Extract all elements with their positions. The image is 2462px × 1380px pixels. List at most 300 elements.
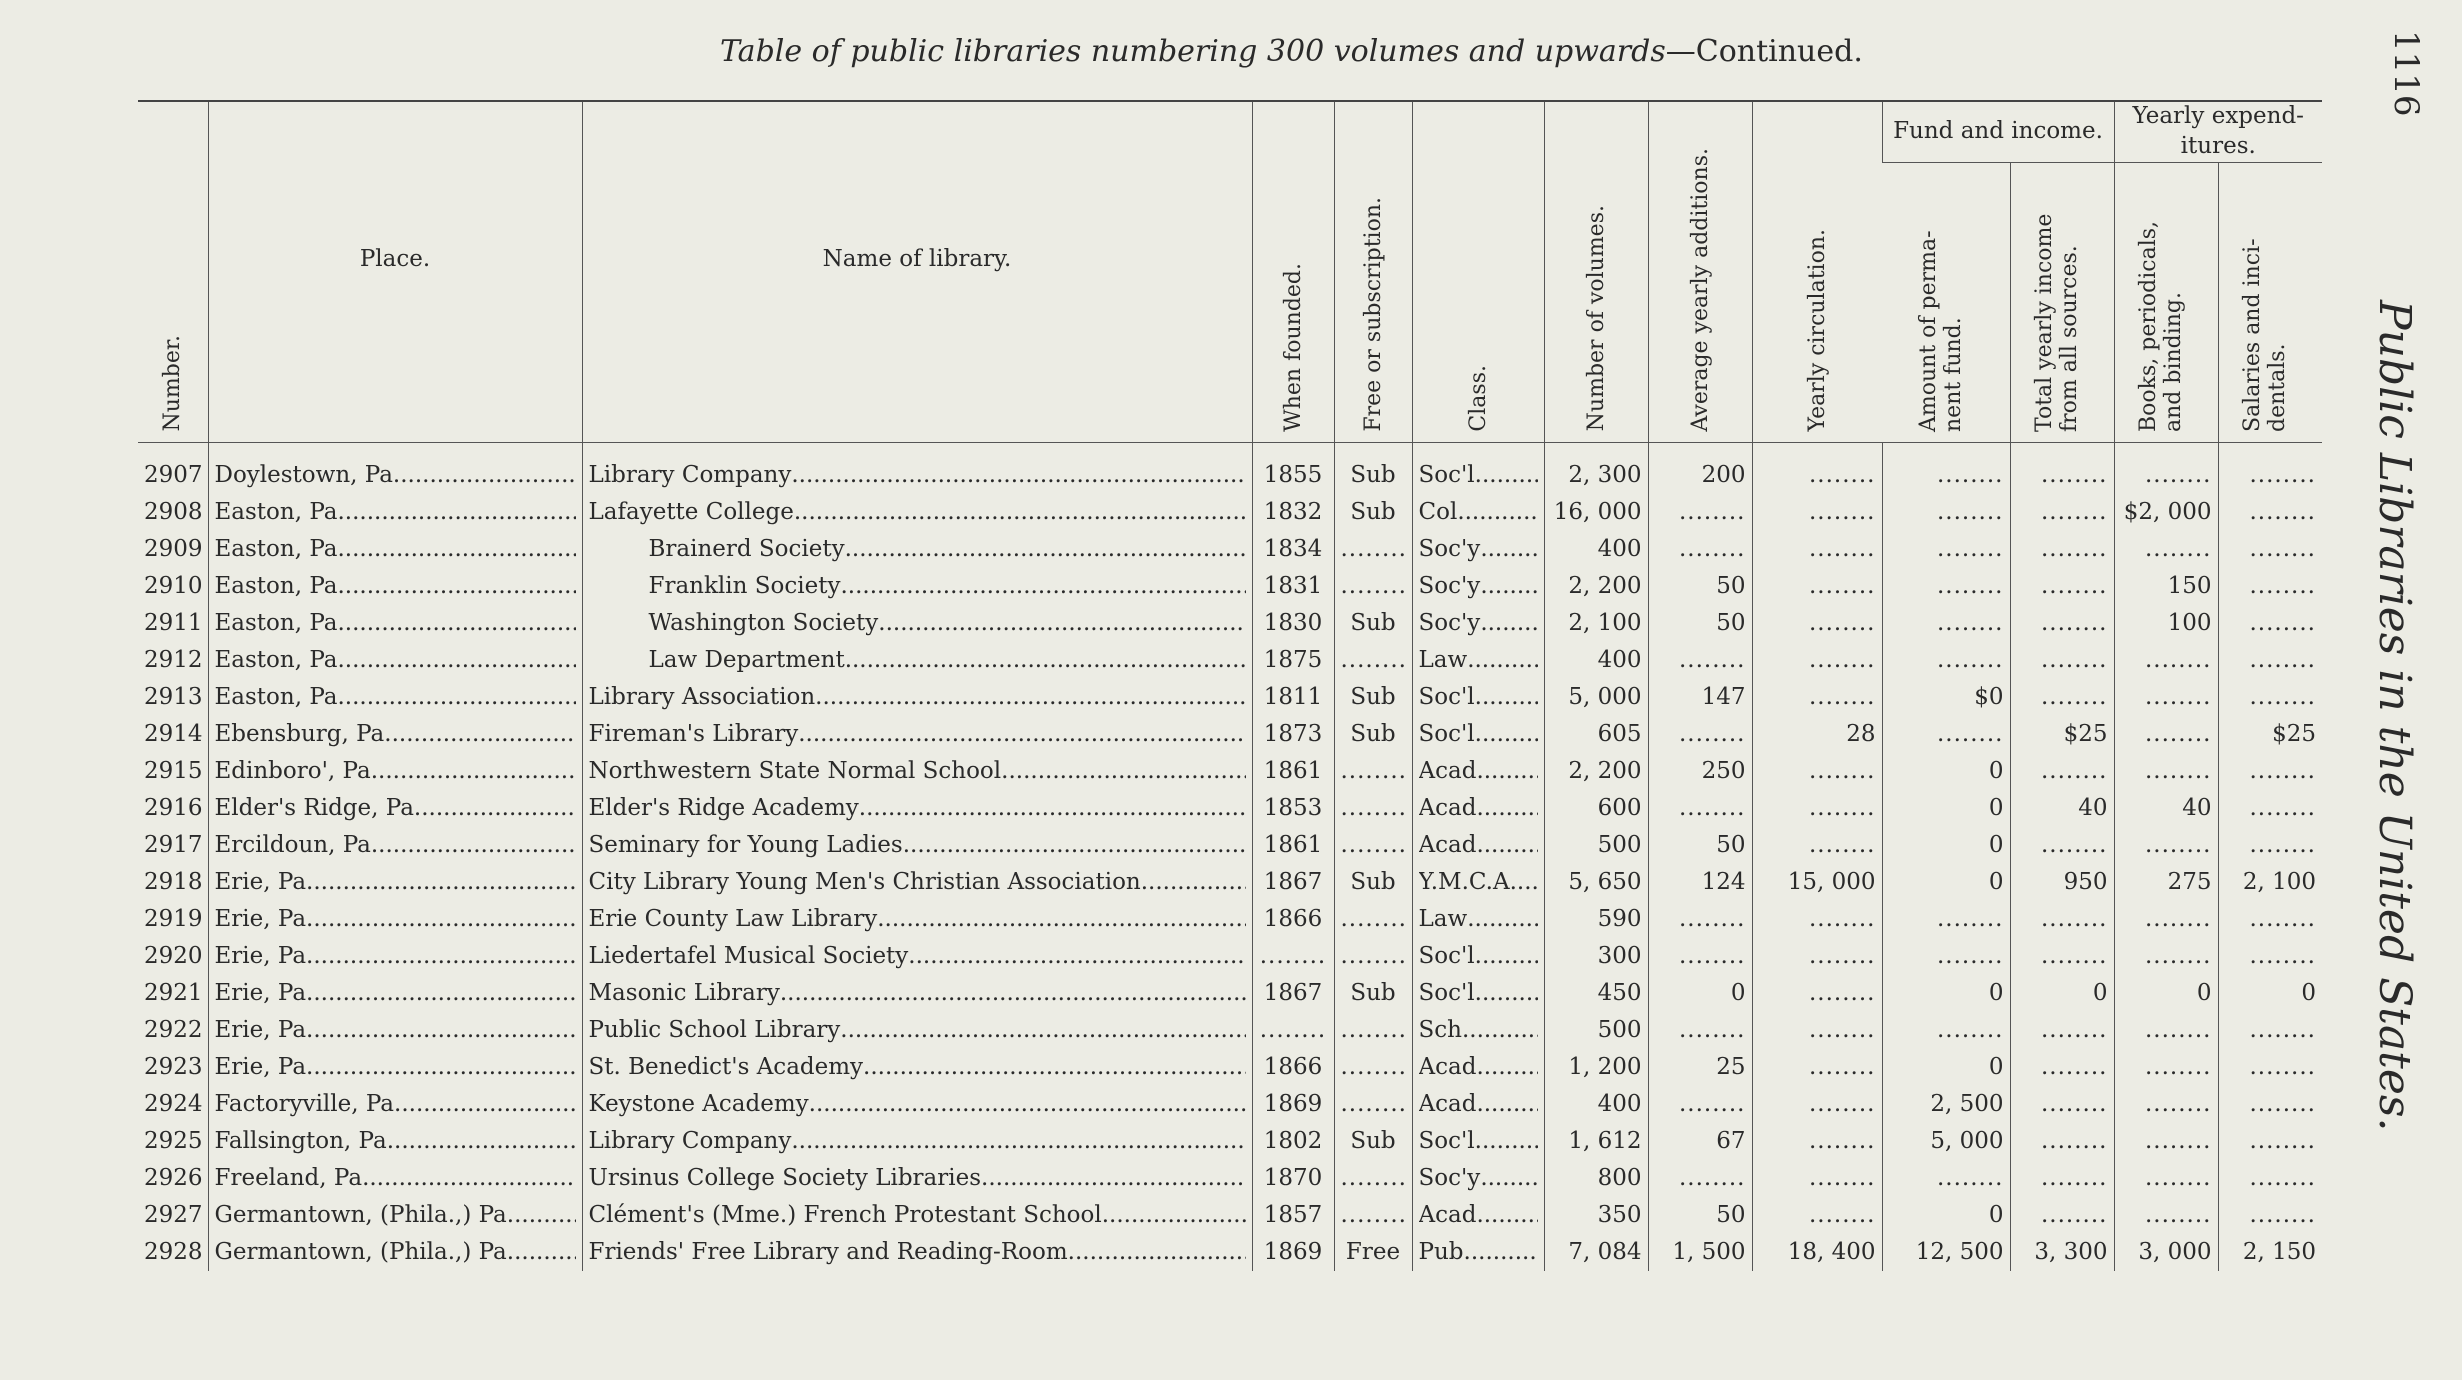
cell-income-value: 40 (2078, 795, 2108, 822)
cell-fund-value (1937, 906, 2004, 932)
cell-place (208, 442, 582, 494)
cell-books-value: 3, 000 (2138, 1239, 2212, 1266)
cell-place (208, 1012, 582, 1049)
table-row (138, 1049, 2322, 1086)
libraries-table-container (138, 100, 2322, 1271)
cell-salaries-value (2250, 536, 2317, 562)
cell-books (2114, 716, 2218, 753)
cell-additions-value (1679, 1017, 1746, 1043)
cell-volumes-value: 7, 084 (1568, 1239, 1642, 1266)
cell-number (138, 568, 208, 605)
cell-fund (1882, 1012, 2010, 1049)
cell-class (1412, 1012, 1544, 1049)
cell-books (2114, 938, 2218, 975)
cell-name (582, 1234, 1252, 1271)
cell-name-text: Fireman's Library (588, 721, 799, 748)
cell-name-text: Friends' Free Library and Reading-Room (588, 1239, 1068, 1266)
cell-number (138, 716, 208, 753)
cell-free-sub (1334, 753, 1412, 790)
cell-class-text: Acad (1418, 758, 1477, 785)
cell-number-value: 2917 (144, 832, 203, 859)
cell-circulation-value (1809, 1017, 1876, 1043)
cell-books-value (2145, 721, 2212, 747)
cell-founded-value: 1830 (1263, 610, 1323, 637)
cell-place-text: Easton, Pa (214, 647, 338, 674)
cell-number-value: 2914 (144, 721, 203, 748)
cell-circulation-value: 28 (1846, 721, 1876, 748)
col-volumes-header: Number of volumes. (1544, 101, 1648, 442)
cell-additions-value (1679, 1165, 1746, 1191)
libraries-table (138, 100, 2322, 1271)
cell-place-text: Germantown, (Phila.,) Pa (214, 1202, 507, 1229)
cell-additions (1648, 753, 1752, 790)
cell-class-text: Col (1418, 499, 1458, 526)
cell-name (582, 864, 1252, 901)
cell-salaries (2218, 605, 2322, 642)
cell-circulation (1752, 901, 1882, 938)
cell-number-value: 2918 (144, 869, 203, 896)
cell-class (1412, 494, 1544, 531)
cell-circulation (1752, 642, 1882, 679)
cell-free-sub-value (1341, 943, 1408, 969)
cell-free-sub (1334, 531, 1412, 568)
cell-circulation (1752, 938, 1882, 975)
cell-place-text: Germantown, (Phila.,) Pa (214, 1239, 507, 1266)
cell-free-sub-value: Free (1345, 1239, 1401, 1266)
cell-place (208, 827, 582, 864)
col-additions-header: Average yearly additions. (1648, 101, 1752, 442)
cell-free-sub-value (1341, 573, 1408, 599)
cell-place (208, 1123, 582, 1160)
cell-volumes-value: 400 (1597, 536, 1642, 563)
cell-fund-value: 0 (1988, 1202, 2004, 1229)
cell-circulation (1752, 1123, 1882, 1160)
cell-class-text: Soc'y (1418, 573, 1481, 600)
cell-founded (1252, 679, 1334, 716)
cell-income (2010, 1160, 2114, 1197)
cell-class-text: Acad (1418, 832, 1477, 859)
cell-place-text: Easton, Pa (214, 573, 338, 600)
cell-books (2114, 642, 2218, 679)
cell-books (2114, 1049, 2218, 1086)
cell-fund (1882, 1123, 2010, 1160)
cell-free-sub (1334, 1160, 1412, 1197)
cell-number-value: 2923 (144, 1054, 203, 1081)
cell-class-text: Law (1418, 647, 1468, 674)
cell-number (138, 494, 208, 531)
cell-additions-value (1679, 1091, 1746, 1117)
cell-income-value (2041, 1054, 2108, 1080)
col-circulation-header: Yearly circulation. (1752, 101, 1882, 442)
cell-volumes-value: 400 (1597, 647, 1642, 674)
cell-place (208, 1197, 582, 1234)
running-head: Public Libraries in the United States. (2369, 300, 2420, 1132)
cell-volumes-value: 500 (1597, 1017, 1642, 1044)
cell-fund (1882, 1086, 2010, 1123)
table-row (138, 790, 2322, 827)
cell-books-value: $2, 000 (2123, 499, 2212, 526)
cell-fund-value: 0 (1988, 980, 2004, 1007)
cell-founded (1252, 790, 1334, 827)
cell-name-text: Library Association (588, 684, 816, 711)
cell-number-value: 2924 (144, 1091, 203, 1118)
cell-circulation (1752, 568, 1882, 605)
cell-income (2010, 1123, 2114, 1160)
cell-number (138, 531, 208, 568)
cell-additions-value (1679, 536, 1746, 562)
cell-books (2114, 790, 2218, 827)
cell-additions (1648, 716, 1752, 753)
cell-name-text: St. Benedict's Academy (588, 1054, 864, 1081)
cell-volumes-value: 2, 300 (1568, 462, 1642, 489)
cell-place-text: Erie, Pa (214, 869, 307, 896)
cell-name (582, 1049, 1252, 1086)
cell-circulation (1752, 753, 1882, 790)
cell-fund (1882, 642, 2010, 679)
cell-class-text: Pub (1418, 1239, 1464, 1266)
cell-salaries (2218, 531, 2322, 568)
cell-free-sub-value: Sub (1350, 462, 1396, 489)
cell-number-value: 2921 (144, 980, 203, 1007)
cell-volumes (1544, 642, 1648, 679)
cell-volumes (1544, 1049, 1648, 1086)
cell-fund (1882, 827, 2010, 864)
cell-income (2010, 864, 2114, 901)
cell-salaries (2218, 901, 2322, 938)
cell-salaries-value (2250, 1091, 2317, 1117)
cell-fund (1882, 753, 2010, 790)
table-row (138, 975, 2322, 1012)
cell-circulation (1752, 442, 1882, 494)
cell-income-value (2041, 499, 2108, 525)
cell-number (138, 1234, 208, 1271)
cell-additions-value (1679, 647, 1746, 673)
cell-name (582, 938, 1252, 975)
cell-books (2114, 1123, 2218, 1160)
cell-free-sub (1334, 1049, 1412, 1086)
cell-fund (1882, 938, 2010, 975)
cell-income (2010, 1012, 2114, 1049)
cell-class (1412, 827, 1544, 864)
cell-name-text: Elder's Ridge Academy (588, 795, 859, 822)
cell-place-text: Erie, Pa (214, 943, 307, 970)
cell-free-sub-value: Sub (1350, 610, 1396, 637)
cell-income (2010, 901, 2114, 938)
cell-number (138, 753, 208, 790)
cell-name-text: Franklin Society (648, 573, 841, 600)
cell-additions (1648, 494, 1752, 531)
cell-salaries (2218, 716, 2322, 753)
cell-books (2114, 1160, 2218, 1197)
cell-place (208, 790, 582, 827)
cell-class (1412, 1234, 1544, 1271)
cell-number-value: 2920 (144, 943, 203, 970)
cell-circulation-value (1809, 610, 1876, 636)
cell-additions (1648, 864, 1752, 901)
cell-circulation-value (1809, 1091, 1876, 1117)
cell-place (208, 531, 582, 568)
col-number-header: Number. (138, 101, 208, 442)
cell-income-value (2041, 943, 2108, 969)
cell-name-text: Public School Library (588, 1017, 841, 1044)
cell-fund (1882, 1234, 2010, 1271)
cell-founded-value: 1867 (1263, 980, 1323, 1007)
cell-name-text: Brainerd Society (648, 536, 845, 563)
cell-number-value: 2909 (144, 536, 203, 563)
cell-place (208, 1234, 582, 1271)
cell-class (1412, 442, 1544, 494)
cell-founded (1252, 605, 1334, 642)
cell-founded-value: 1870 (1263, 1165, 1323, 1192)
cell-income (2010, 1197, 2114, 1234)
cell-founded-value: 1861 (1263, 832, 1323, 859)
cell-fund-value (1937, 943, 2004, 969)
cell-income (2010, 753, 2114, 790)
cell-volumes-value: 400 (1597, 1091, 1642, 1118)
cell-free-sub (1334, 1086, 1412, 1123)
cell-class (1412, 790, 1544, 827)
cell-place (208, 494, 582, 531)
cell-free-sub-value (1341, 536, 1408, 562)
cell-salaries (2218, 679, 2322, 716)
table-row (138, 1123, 2322, 1160)
cell-fund (1882, 1049, 2010, 1086)
cell-place (208, 1160, 582, 1197)
cell-additions-value: 0 (1730, 980, 1746, 1007)
cell-books (2114, 442, 2218, 494)
cell-salaries (2218, 975, 2322, 1012)
cell-volumes-value: 350 (1597, 1202, 1642, 1229)
cell-additions-value: 67 (1716, 1128, 1746, 1155)
cell-fund-value (1937, 573, 2004, 599)
cell-founded-value: 1873 (1263, 721, 1323, 748)
cell-class-text: Law (1418, 906, 1468, 933)
cell-number-value: 2911 (144, 610, 203, 637)
cell-name-text: City Library Young Men's Christian Association (588, 869, 1141, 896)
cell-circulation-value (1809, 462, 1876, 488)
cell-fund (1882, 716, 2010, 753)
cell-fund-value (1937, 462, 2004, 488)
cell-class (1412, 864, 1544, 901)
cell-books-value (2145, 1054, 2212, 1080)
cell-salaries (2218, 494, 2322, 531)
cell-fund (1882, 442, 2010, 494)
cell-circulation (1752, 1086, 1882, 1123)
cell-founded-value: 1811 (1263, 684, 1323, 711)
cell-circulation-value (1809, 758, 1876, 784)
cell-circulation-value: 18, 400 (1787, 1239, 1876, 1266)
cell-income-value (2041, 647, 2108, 673)
cell-number-value: 2919 (144, 906, 203, 933)
table-row (138, 716, 2322, 753)
cell-number-value: 2912 (144, 647, 203, 674)
cell-books (2114, 1012, 2218, 1049)
cell-volumes (1544, 938, 1648, 975)
cell-fund (1882, 864, 2010, 901)
cell-income-value: 950 (2063, 869, 2108, 896)
cell-books (2114, 568, 2218, 605)
cell-salaries-value: $25 (2272, 721, 2316, 748)
col-salaries-header: Salaries and inci- dentals. (2218, 162, 2322, 442)
cell-salaries-value: 2, 150 (2242, 1239, 2316, 1266)
cell-founded (1252, 975, 1334, 1012)
fund-income-group-header: Fund and income. (1882, 101, 2114, 162)
cell-class (1412, 679, 1544, 716)
cell-volumes-value: 5, 000 (1568, 684, 1642, 711)
cell-salaries (2218, 642, 2322, 679)
cell-additions (1648, 1197, 1752, 1234)
cell-number (138, 1049, 208, 1086)
cell-income-value (2041, 684, 2108, 710)
cell-volumes-value: 500 (1597, 832, 1642, 859)
cell-class-text: Soc'l (1418, 943, 1475, 970)
cell-place (208, 568, 582, 605)
cell-circulation-value (1809, 980, 1876, 1006)
cell-free-sub (1334, 938, 1412, 975)
cell-fund (1882, 790, 2010, 827)
cell-place (208, 901, 582, 938)
cell-name (582, 827, 1252, 864)
cell-name (582, 494, 1252, 531)
cell-number (138, 1086, 208, 1123)
cell-circulation-value (1809, 647, 1876, 673)
cell-volumes (1544, 605, 1648, 642)
cell-books-value (2145, 943, 2212, 969)
cell-number (138, 901, 208, 938)
cell-number (138, 1123, 208, 1160)
col-books-header: Books, periodicals, and binding. (2114, 162, 2218, 442)
cell-name (582, 1086, 1252, 1123)
cell-volumes-value: 300 (1597, 943, 1642, 970)
cell-place-text: Erie, Pa (214, 980, 307, 1007)
cell-volumes-value: 2, 200 (1568, 758, 1642, 785)
cell-circulation (1752, 531, 1882, 568)
cell-founded-value: 1831 (1263, 573, 1323, 600)
table-row (138, 1086, 2322, 1123)
cell-income (2010, 679, 2114, 716)
cell-income (2010, 531, 2114, 568)
cell-additions (1648, 975, 1752, 1012)
cell-additions (1648, 1160, 1752, 1197)
cell-free-sub (1334, 864, 1412, 901)
cell-books-value: 150 (2167, 573, 2212, 600)
cell-number (138, 938, 208, 975)
cell-additions-value (1679, 795, 1746, 821)
cell-name (582, 1123, 1252, 1160)
cell-income (2010, 442, 2114, 494)
cell-founded-value (1260, 943, 1327, 969)
cell-fund-value: 0 (1988, 869, 2004, 896)
cell-fund-value: 0 (1988, 795, 2004, 822)
cell-place-text: Erie, Pa (214, 1017, 307, 1044)
cell-founded-value: 1869 (1263, 1239, 1323, 1266)
cell-name-text: Lafayette College (588, 499, 794, 526)
cell-salaries (2218, 753, 2322, 790)
cell-income (2010, 605, 2114, 642)
cell-volumes-value: 5, 650 (1568, 869, 1642, 896)
cell-circulation (1752, 827, 1882, 864)
cell-number-value: 2915 (144, 758, 203, 785)
cell-number-value: 2925 (144, 1128, 203, 1155)
cell-founded (1252, 1197, 1334, 1234)
cell-name (582, 442, 1252, 494)
cell-place (208, 753, 582, 790)
cell-fund-value: 0 (1988, 1054, 2004, 1081)
cell-founded-value (1260, 1017, 1327, 1043)
cell-place-text: Easton, Pa (214, 610, 338, 637)
cell-circulation-value (1809, 906, 1876, 932)
cell-number (138, 975, 208, 1012)
table-title: Table of public libraries numbering 300 volumes and upwards—Continued. (720, 34, 1863, 69)
cell-name (582, 605, 1252, 642)
cell-class (1412, 1086, 1544, 1123)
cell-class-text: Soc'l (1418, 462, 1475, 489)
cell-books (2114, 827, 2218, 864)
cell-books (2114, 1086, 2218, 1123)
table-row (138, 901, 2322, 938)
cell-fund-value: 0 (1988, 758, 2004, 785)
cell-founded (1252, 568, 1334, 605)
cell-place (208, 605, 582, 642)
cell-free-sub (1334, 1123, 1412, 1160)
cell-income-value (2041, 573, 2108, 599)
cell-salaries (2218, 938, 2322, 975)
cell-additions-value: 250 (1701, 758, 1746, 785)
cell-circulation (1752, 975, 1882, 1012)
cell-income-value: 3, 300 (2034, 1239, 2108, 1266)
table-body (138, 442, 2322, 1271)
cell-place (208, 716, 582, 753)
cell-additions (1648, 1049, 1752, 1086)
cell-circulation-value (1809, 536, 1876, 562)
cell-additions (1648, 827, 1752, 864)
cell-free-sub-value: Sub (1350, 869, 1396, 896)
cell-income-value (2041, 1202, 2108, 1228)
cell-founded-value: 1866 (1263, 906, 1323, 933)
table-row (138, 679, 2322, 716)
cell-founded-value: 1853 (1263, 795, 1323, 822)
cell-number (138, 1197, 208, 1234)
table-row (138, 568, 2322, 605)
cell-name (582, 1197, 1252, 1234)
cell-founded-value: 1832 (1263, 499, 1323, 526)
cell-free-sub (1334, 494, 1412, 531)
cell-salaries (2218, 1123, 2322, 1160)
cell-income-value: $25 (2063, 721, 2108, 748)
cell-free-sub (1334, 568, 1412, 605)
table-row (138, 1197, 2322, 1234)
cell-books-value: 275 (2167, 869, 2212, 896)
cell-volumes (1544, 1123, 1648, 1160)
cell-founded (1252, 864, 1334, 901)
table-header (138, 101, 2322, 442)
cell-volumes-value: 2, 100 (1568, 610, 1642, 637)
cell-name-text: Library Company (588, 1128, 792, 1155)
cell-additions (1648, 938, 1752, 975)
cell-name-text: Law Department (648, 647, 845, 674)
cell-class (1412, 605, 1544, 642)
cell-fund-value (1937, 499, 2004, 525)
table-row (138, 753, 2322, 790)
cell-place-text: Doylestown, Pa (214, 462, 393, 489)
table-row (138, 938, 2322, 975)
cell-volumes (1544, 568, 1648, 605)
cell-name (582, 679, 1252, 716)
cell-books (2114, 679, 2218, 716)
cell-free-sub-value: Sub (1350, 1128, 1396, 1155)
cell-circulation-value (1809, 1054, 1876, 1080)
cell-income-value (2041, 906, 2108, 932)
